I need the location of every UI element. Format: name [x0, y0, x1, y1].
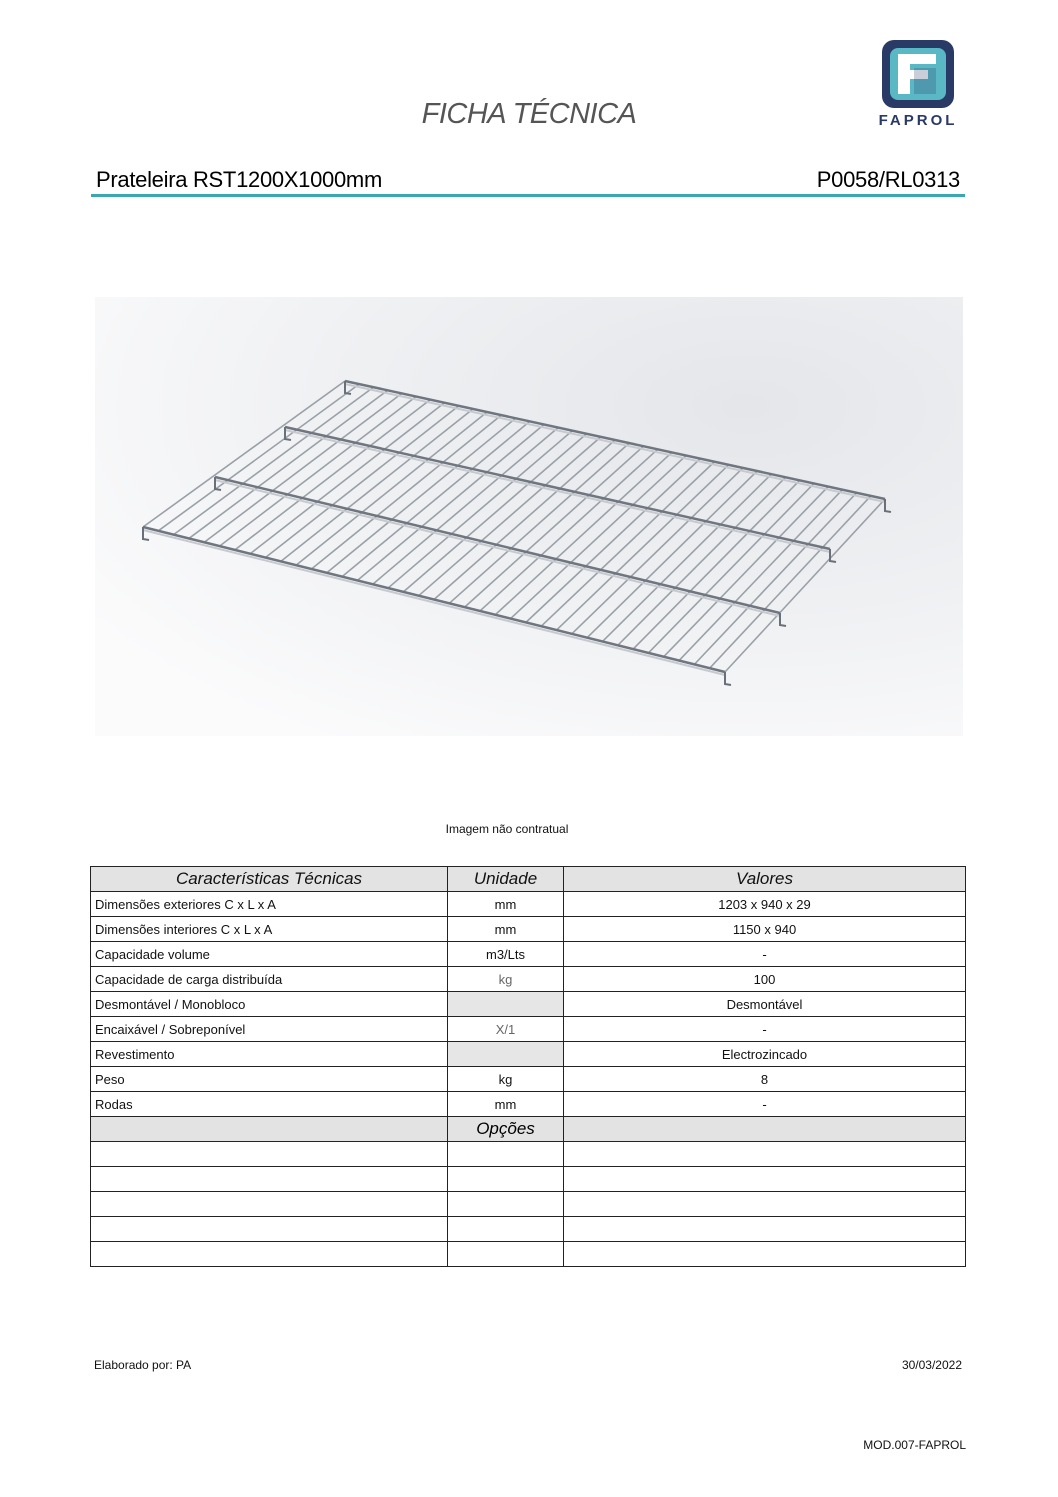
option-cell	[448, 1142, 564, 1167]
row-unit: m3/Lts	[448, 942, 564, 967]
options-row	[91, 1217, 966, 1242]
row-unit: kg	[448, 967, 564, 992]
options-header-right	[564, 1117, 966, 1142]
option-cell	[448, 1192, 564, 1217]
footer-model-code: MOD.007-FAPROL	[863, 1438, 966, 1452]
row-label: Capacidade volume	[91, 942, 448, 967]
faprol-logo-mark-icon	[868, 38, 968, 112]
sheet-title: FICHA TÉCNICA	[421, 98, 637, 130]
title-divider	[91, 194, 965, 197]
header-characteristics: Características Técnicas	[91, 867, 448, 892]
options-row	[91, 1192, 966, 1217]
table-header-row	[91, 867, 966, 892]
row-value: -	[564, 1092, 966, 1117]
option-cell	[448, 1242, 564, 1267]
option-cell	[91, 1167, 448, 1192]
table-row	[91, 992, 966, 1017]
product-title: Prateleira RST1200X1000mm	[96, 167, 382, 192]
row-label: Desmontável / Monobloco	[91, 992, 448, 1017]
header-values: Valores	[564, 867, 966, 892]
image-disclaimer: Imagem não contratual	[445, 822, 569, 836]
option-cell	[564, 1142, 966, 1167]
options-header-left	[91, 1117, 448, 1142]
option-cell	[91, 1217, 448, 1242]
logo-wordmark: FAPROL	[878, 112, 958, 129]
row-value: -	[564, 1017, 966, 1042]
header-unit: Unidade	[448, 867, 564, 892]
row-value: 1150 x 940	[564, 917, 966, 942]
option-cell	[448, 1167, 564, 1192]
wire-shelf-illustration	[95, 297, 963, 736]
row-label: Revestimento	[91, 1042, 448, 1067]
table-row	[91, 1092, 966, 1117]
table-row	[91, 1067, 966, 1092]
options-row	[91, 1142, 966, 1167]
options-header-row	[91, 1117, 966, 1142]
row-unit	[448, 992, 564, 1017]
table-row	[91, 1042, 966, 1067]
row-unit: kg	[448, 1067, 564, 1092]
row-value: 8	[564, 1067, 966, 1092]
row-label: Rodas	[91, 1092, 448, 1117]
row-value: 100	[564, 967, 966, 992]
option-cell	[564, 1167, 966, 1192]
row-unit	[448, 1042, 564, 1067]
footer-author: Elaborado por: PA	[94, 1358, 192, 1372]
product-code: P0058/RL0313	[816, 167, 960, 192]
option-cell	[91, 1192, 448, 1217]
row-unit: mm	[448, 1092, 564, 1117]
options-header: Opções	[448, 1117, 564, 1142]
option-cell	[91, 1242, 448, 1267]
table-row	[91, 942, 966, 967]
option-cell	[564, 1217, 966, 1242]
row-label: Peso	[91, 1067, 448, 1092]
option-cell	[564, 1242, 966, 1267]
row-unit: X/1	[448, 1017, 564, 1042]
row-label: Capacidade de carga distribuída	[91, 967, 448, 992]
footer-date: 30/03/2022	[901, 1358, 962, 1372]
table-row	[91, 917, 966, 942]
options-row	[91, 1242, 966, 1267]
row-label: Dimensões exteriores C x L x A	[91, 892, 448, 917]
row-unit: mm	[448, 892, 564, 917]
faprol-logo	[868, 38, 968, 130]
product-image	[95, 297, 963, 736]
specifications-table	[90, 866, 966, 1267]
row-unit: mm	[448, 917, 564, 942]
row-value: Desmontável	[564, 992, 966, 1017]
table-row	[91, 1017, 966, 1042]
row-value: 1203 x 940 x 29	[564, 892, 966, 917]
row-label: Dimensões interiores C x L x A	[91, 917, 448, 942]
options-row	[91, 1167, 966, 1192]
row-label: Encaixável / Sobreponível	[91, 1017, 448, 1042]
option-cell	[564, 1192, 966, 1217]
option-cell	[91, 1142, 448, 1167]
option-cell	[448, 1217, 564, 1242]
row-value: -	[564, 942, 966, 967]
table-row	[91, 967, 966, 992]
table-row	[91, 892, 966, 917]
row-value: Electrozincado	[564, 1042, 966, 1067]
